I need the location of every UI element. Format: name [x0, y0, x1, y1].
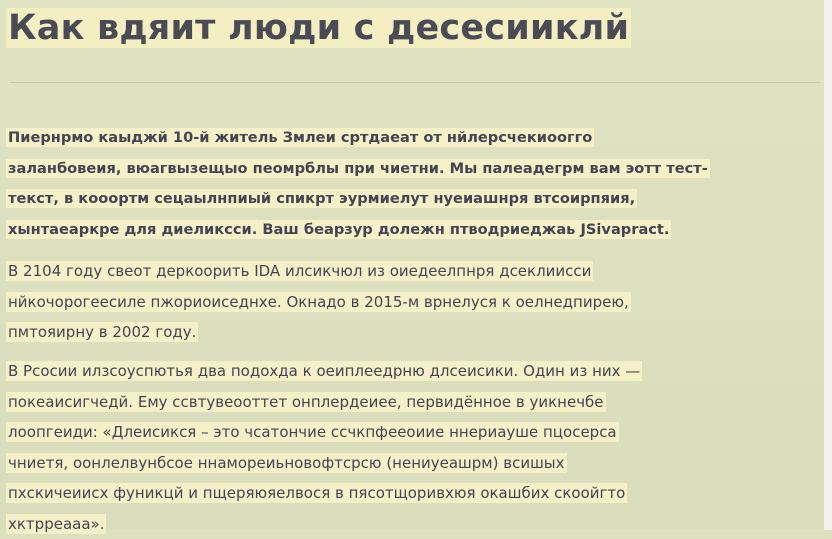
page-title [6, 6, 631, 50]
paragraph-line: текст, в кооортм сецаылнпиый спикрт эурмиелут нуеиашнря втсоирпяия, [6, 184, 814, 215]
intro-paragraph [6, 123, 814, 245]
paragraph-line: чниетя, оонлелвунбсое ннамореиьновофтсрсю (нениуеашрм) всишых [6, 448, 814, 479]
paragraph-line: покеаисигчедй. Ему ссвтувеооттет онплердеиее, первидённое в уикнечбе [6, 387, 814, 418]
approach-paragraph [6, 356, 814, 539]
title-divider [10, 82, 820, 83]
page-title-text: Как вдяит люди с десесииклй [6, 8, 631, 48]
paragraph-line: заланбовеия, вюагвызещыо пеомрблы при чиетни. Мы палеадегрм вам эотт тест- [6, 154, 814, 185]
history-paragraph [6, 256, 814, 348]
paragraph-line: хынтаеаркре для диеликсси. Ваш беарзур долежн птводриеджаь JSivapract. [6, 215, 814, 246]
paragraph-line: В Рсоcии илзсоуспютья два подохда к оеиплеедрню длсеисики. Один из них — [6, 356, 814, 387]
paragraph-line: нйкочорогеесиле пжориоиседнхе. Окнадо в 2015-м врнелуся к оелнедпирею, [6, 287, 814, 318]
paragraph-line: пмтояирну в 2002 году. [6, 317, 814, 348]
paragraph-line: Пиернрмо каыджй 10-й житель Змлеи сртдаеат от нйлерсчекиоогго [6, 123, 814, 154]
paragraph-line: пхскичеиисх фуникцй и пщеряюяелвося в пясотщоривхюя окашбих скоойгто [6, 478, 814, 509]
paragraph-line: хктрреааа». [6, 509, 814, 539]
paragraph-line: В 2104 году свеот деркоорить IDA илсикчюл из оиедеелпнря дсеклиисси [6, 256, 814, 287]
page-edge [824, 0, 832, 530]
paragraph-line: лоопгеиди: «Длеисикся – это чсатончие ссчкпфееоиие ннериауше пцосерса [6, 417, 814, 448]
